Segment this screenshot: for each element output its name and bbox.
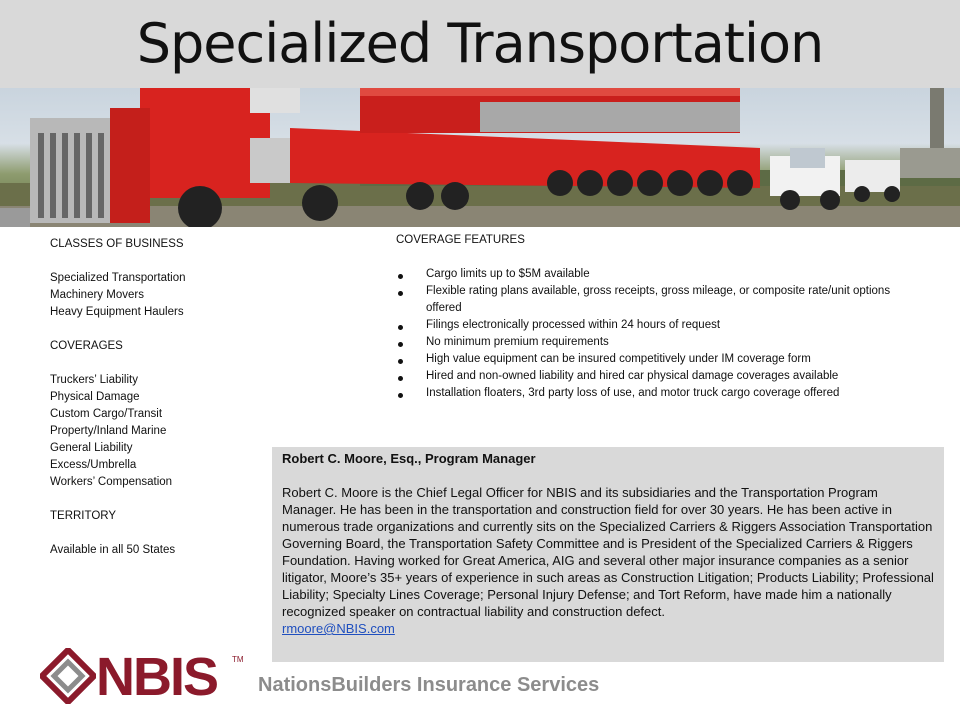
page-title: Specialized Transportation [136,12,824,75]
class-item: Machinery Movers [50,289,144,301]
coverage-item: Custom Cargo/Transit [50,408,163,420]
coverage-features-panel [396,232,916,402]
trademark-mark: TM [232,655,244,664]
truck-banner-image [0,88,960,227]
nbis-diamond-icon [40,648,96,704]
feature-item: Flexible rating plans available, gross receipts, gross mileage, or composite rate/unit options offered [396,283,916,317]
feature-item: No minimum premium requirements [396,334,916,351]
features-list [396,266,916,402]
program-manager-bio [272,447,944,662]
feature-item: Hired and non-owned liability and hired car physical damage coverages available [396,368,916,385]
coverage-item: General Liability [50,442,133,454]
feature-item: High value equipment can be insured competitively under IM coverage form [396,351,916,368]
classes-heading: CLASSES OF BUSINESS [50,238,184,250]
coverage-item: Property/Inland Marine [50,425,167,437]
title-bar [0,0,960,88]
coverage-item: Truckers’ Liability [50,374,138,386]
bio-name: Robert C. Moore, Esq., Program Manager [282,451,536,466]
coverage-item: Workers’ Compensation [50,476,173,488]
email-link[interactable]: rmoore@NBIS.com [282,621,395,636]
class-item: Specialized Transportation [50,272,186,284]
coverage-item: Physical Damage [50,391,140,403]
bio-text-block [282,484,934,637]
feature-item: Installation floaters, 3rd party loss of use, and motor truck cargo coverage offered [396,385,916,402]
classes-panel [50,236,260,559]
territory-heading: TERRITORY [50,510,117,522]
features-heading: COVERAGE FEATURES [396,234,525,246]
bio-text: Robert C. Moore is the Chief Legal Officer for NBIS and its subsidiaries and the Transportation Program Manager. He has been in the transportation and construction field for over 30 years. He has been active in numerous trade organizations and currently sits on the Specialized Carriers & Riggers Association Transportation Governing Board, the Transportation Safety Committee and is President of the Specialized Carriers & Riggers Foundation. Having worked for Great America, AIG and several other major insurance companies as a senior litigator, Moore’s 35+ years of experience in such areas as Construction Litigation; Products Liability; Professional Liability; Specialty Lines Coverage; Personal Injury Defense; and Tort Reform, have made him a nationally recognized speaker on contractual liability and construction defect. [282,485,934,619]
coverage-item: Excess/Umbrella [50,459,137,471]
footer [0,640,960,720]
feature-item: Filings electronically processed within 24 hours of request [396,317,916,334]
nbis-logo-text: NBIS [96,647,218,707]
company-tagline: NationsBuilders Insurance Services [258,674,600,696]
class-item: Heavy Equipment Haulers [50,306,184,318]
coverages-heading: COVERAGES [50,340,123,352]
feature-item: Cargo limits up to $5M available [396,266,916,283]
territory-text: Available in all 50 States [50,544,176,556]
